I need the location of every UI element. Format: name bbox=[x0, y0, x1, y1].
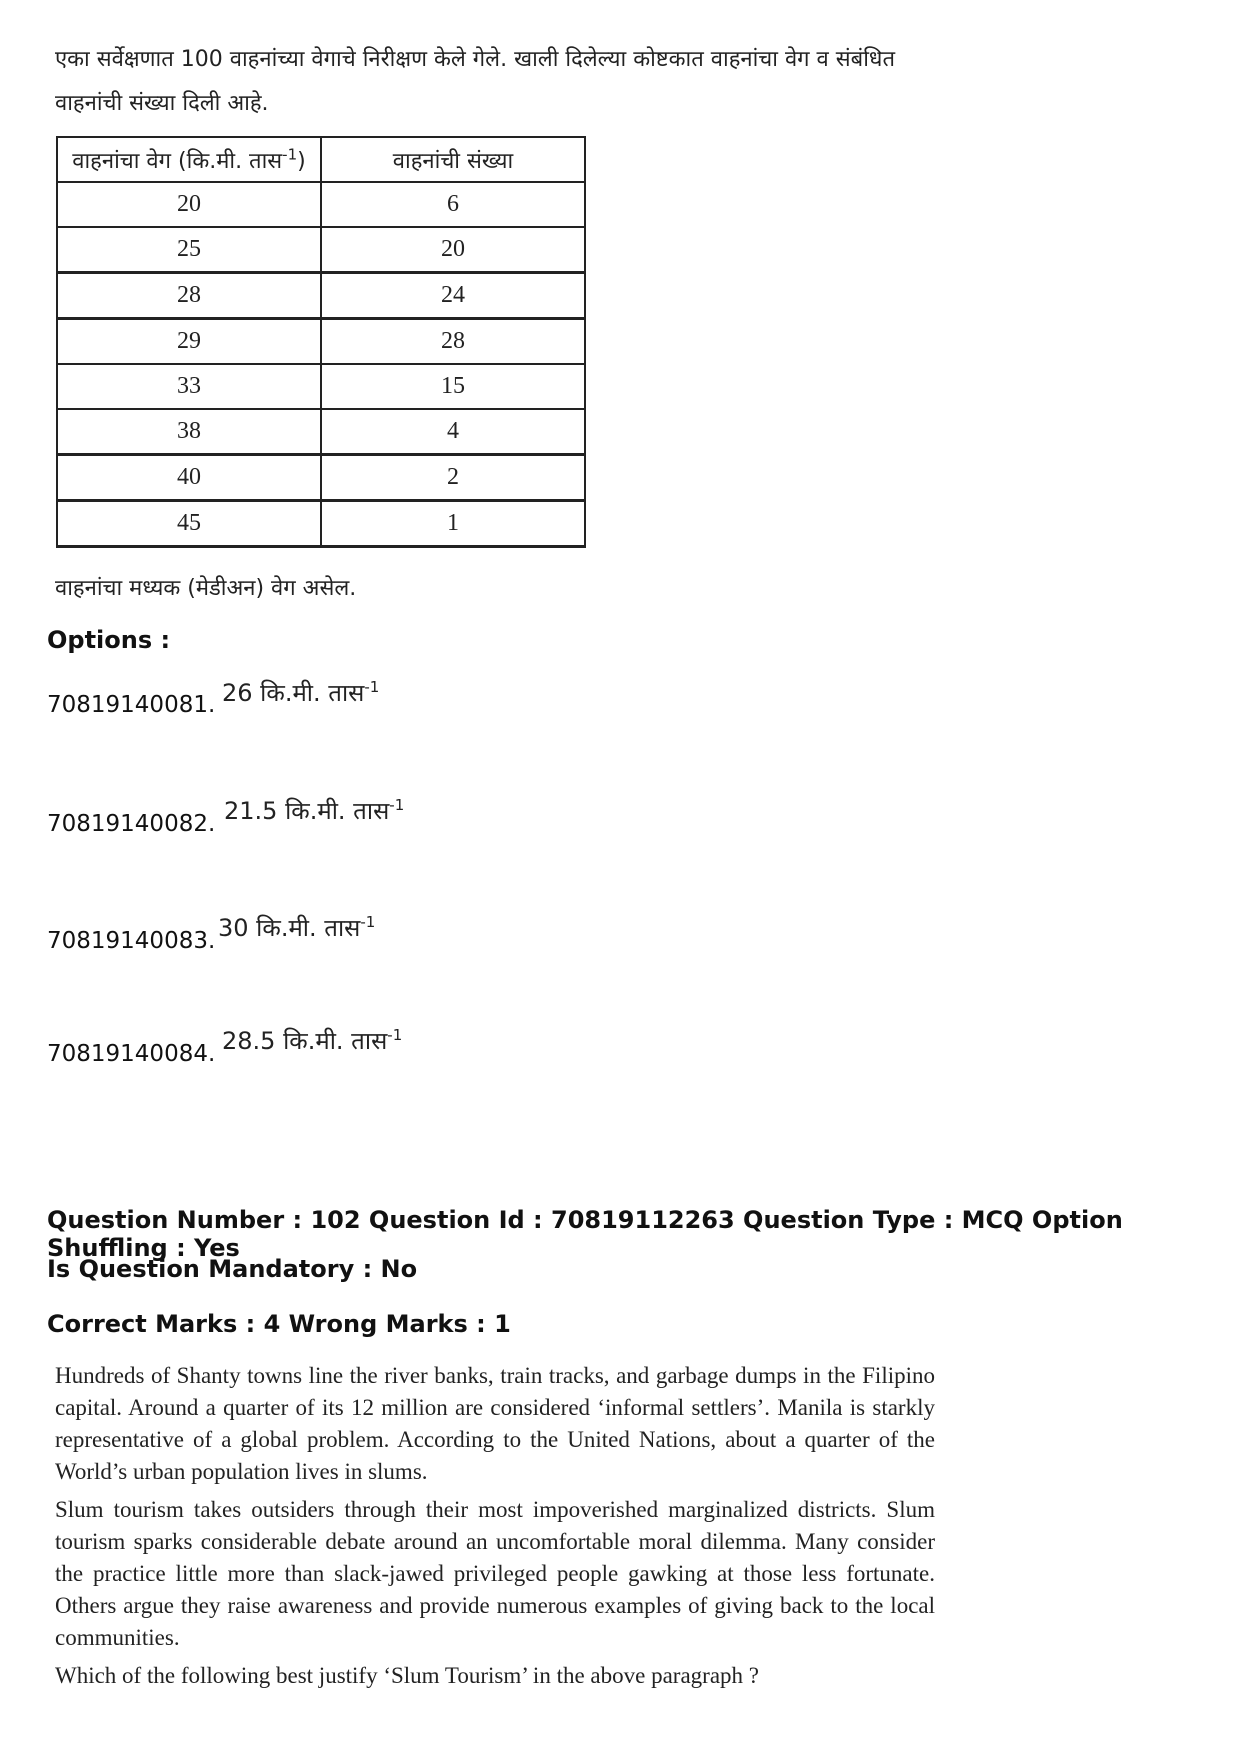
header-speed-text: वाहनांचा वेग (कि.मी. तास bbox=[72, 148, 283, 174]
option-value-3-sup: -1 bbox=[360, 913, 376, 931]
option-value-2[interactable] bbox=[224, 794, 404, 827]
cell-speed: 33 bbox=[57, 364, 321, 409]
option-value-4-sup: -1 bbox=[387, 1026, 403, 1044]
table-header-row bbox=[57, 137, 585, 182]
cell-count: 28 bbox=[321, 319, 585, 365]
option-value-1[interactable] bbox=[222, 676, 379, 709]
cell-count: 4 bbox=[321, 409, 585, 455]
option-id-1: 70819140081. bbox=[47, 692, 216, 718]
header-speed-close: ) bbox=[297, 148, 306, 174]
question-intro bbox=[55, 38, 955, 126]
table-row bbox=[57, 409, 585, 455]
cell-speed: 20 bbox=[57, 182, 321, 227]
option-value-1-sup: -1 bbox=[364, 678, 380, 696]
cell-count: 24 bbox=[321, 273, 585, 319]
cell-count: 1 bbox=[321, 501, 585, 547]
table-row bbox=[57, 364, 585, 409]
option-value-2-text: 21.5 कि.मी. तास bbox=[224, 797, 390, 825]
cell-speed: 29 bbox=[57, 319, 321, 365]
option-value-4-text: 28.5 कि.मी. तास bbox=[222, 1027, 388, 1055]
options-label: Options : bbox=[47, 626, 171, 654]
table-row bbox=[57, 182, 585, 227]
cell-speed: 38 bbox=[57, 409, 321, 455]
cell-count: 20 bbox=[321, 227, 585, 273]
speed-table bbox=[56, 136, 586, 548]
table-row bbox=[57, 273, 585, 319]
table-row bbox=[57, 455, 585, 501]
option-value-4[interactable] bbox=[222, 1024, 402, 1057]
intro-line-1: एका सर्वेक्षणात 100 वाहनांच्या वेगाचे निरीक्षण केले गेले. खाली दिलेल्या कोष्टकात वाहनांचा वेग व संबंधित bbox=[55, 47, 895, 72]
option-id-4: 70819140084. bbox=[47, 1041, 216, 1067]
table-row bbox=[57, 227, 585, 273]
table-row bbox=[57, 319, 585, 365]
option-value-3-text: 30 कि.मी. तास bbox=[218, 914, 361, 942]
passage-paragraph-2: Slum tourism takes outsiders through their most impoverished marginalized districts. Slum tourism sparks considerable debate around an uncomfortable moral dilemma. Many consider the practice little more than slack-jawed privileged people gawking at those less fortunate. Others argue they raise awareness and provide numerous examples of giving back to the local communities. bbox=[55, 1497, 935, 1650]
cell-speed: 45 bbox=[57, 501, 321, 547]
passage bbox=[55, 1360, 935, 1698]
cell-count: 2 bbox=[321, 455, 585, 501]
cell-speed: 25 bbox=[57, 227, 321, 273]
header-speed bbox=[57, 137, 321, 182]
passage-question: Which of the following best justify ‘Slum Tourism’ in the above paragraph ? bbox=[55, 1663, 759, 1688]
passage-paragraph-1: Hundreds of Shanty towns line the river banks, train tracks, and garbage dumps in the Filipino capital. Around a quarter of its 12 million are considered ‘informal settlers’. Manila is starkly representative of a global problem. According to the United Nations, about a quarter of the World’s urban population lives in slums. bbox=[55, 1363, 935, 1484]
option-value-2-sup: -1 bbox=[389, 796, 405, 814]
option-id-2: 70819140082. bbox=[47, 811, 216, 837]
header-speed-sup: -1 bbox=[282, 145, 298, 164]
cell-count: 6 bbox=[321, 182, 585, 227]
question-meta-line-3: Correct Marks : 4 Wrong Marks : 1 bbox=[47, 1310, 511, 1338]
option-value-1-text: 26 कि.मी. तास bbox=[222, 679, 365, 707]
intro-line-2: वाहनांची संख्या दिली आहे. bbox=[55, 91, 269, 116]
header-count: वाहनांची संख्या bbox=[321, 137, 585, 182]
cell-speed: 28 bbox=[57, 273, 321, 319]
table-caption: वाहनांचा मध्यक (मेडीअन) वेग असेल. bbox=[55, 576, 357, 601]
question-meta-line-2: Is Question Mandatory : No bbox=[47, 1255, 418, 1283]
question-meta-line-1: Question Number : 102 Question Id : 70819112263 Question Type : MCQ Option Shuffling : Yes bbox=[47, 1206, 1123, 1262]
table-row bbox=[57, 501, 585, 547]
cell-speed: 40 bbox=[57, 455, 321, 501]
option-id-3: 70819140083. bbox=[47, 928, 216, 954]
cell-count: 15 bbox=[321, 364, 585, 409]
option-value-3[interactable] bbox=[218, 911, 375, 944]
